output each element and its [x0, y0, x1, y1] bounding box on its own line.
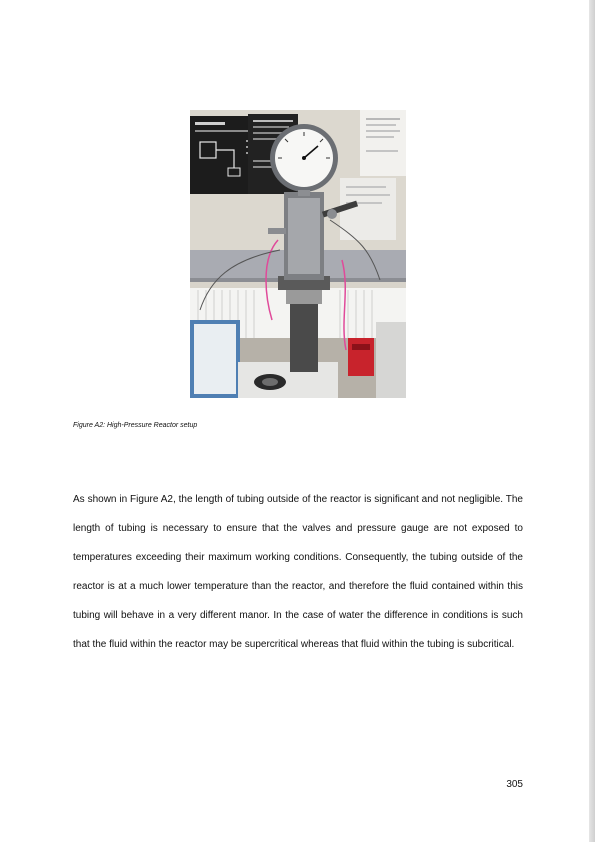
page-edge [589, 0, 595, 842]
page-number: 305 [506, 779, 523, 790]
body-paragraph: As shown in Figure A2, the length of tubing outside of the reactor is significant and not negligible. The length of tubing is necessary to ensure that the valves and pressure gauge are not exposed to temperatures exceeding their maximum working conditions. Consequently, the tubing outside of the reactor is at a much lower temperature than the reactor, and therefore the fluid contained within this tubing will behave in a very different manor. In the case of water the difference in conditions is such that the fluid within the reactor may be supercritical whereas that fluid within the tubing is subcritical. [73, 494, 523, 650]
reactor-photo [190, 110, 406, 398]
figure-caption: Figure A2: High-Pressure Reactor setup [73, 422, 198, 429]
